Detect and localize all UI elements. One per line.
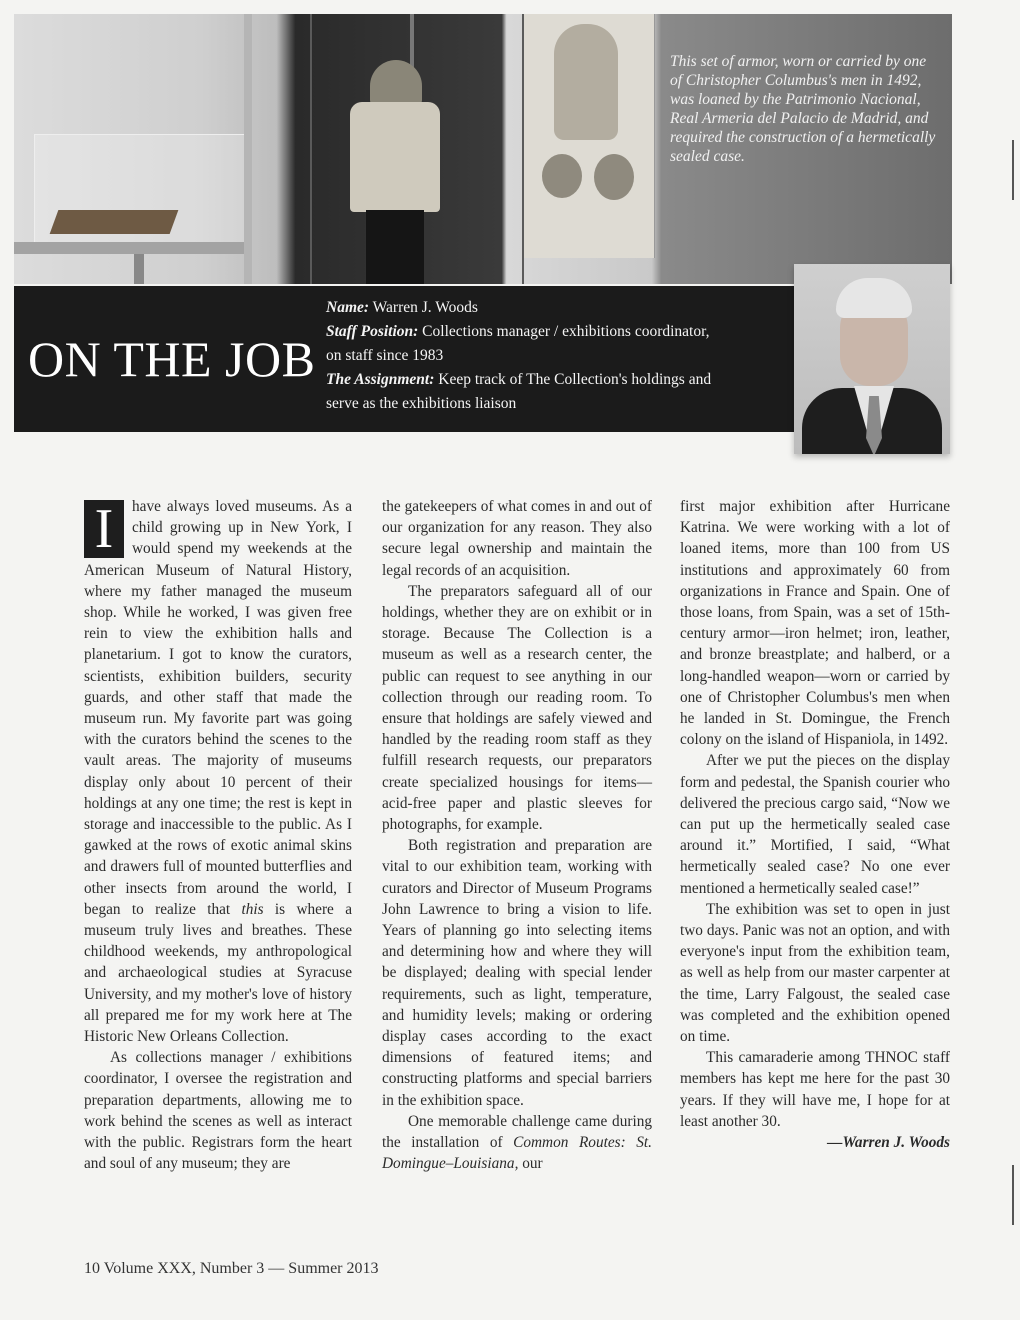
mannequin — [366, 210, 424, 284]
paragraph: One memorable challenge came during the installation of Common Routes: St. Domingue–Louisiana, our — [382, 1112, 652, 1173]
mask-image — [594, 154, 634, 200]
author-signature: —Warren J. Woods — [827, 1134, 950, 1152]
assignment-value: Keep track of The Collection's holdings and — [438, 371, 712, 388]
article-column-1 — [84, 496, 352, 1175]
paragraph: I have always loved museums. As a child growing up in New York, I would spend my weekends at the American Museum of Natural History, where my father managed the museum shop. While he worked, I was given free rein to view the exhibition halls and planetarium. I got to know the curators, scientists, exhibition builders, security guards, and other staff that made the museum run. My favorite part was going with the curators behind the scenes to the vault areas. The majority of museums display only about 10 percent of their holdings at any one time; the rest is kept in storage and inaccessible to the public. As I gawked at the rows of exotic animal skins and drawers full of mounted butterflies and other insects from around the world, I began to realize that this is where a museum truly lives and breathes. These childhood weekends, my anthropological and archaeological studies at Syracuse University, and my mother's love of history all prepared me for my work here at The Historic New Orleans Collection. — [84, 498, 352, 1046]
position-value-2: on staff since 1983 — [326, 347, 444, 364]
name-value: Warren J. Woods — [372, 299, 478, 316]
assignment-label: The Assignment: — [326, 371, 435, 388]
name-label: Name: — [326, 299, 370, 316]
book-artifact — [50, 210, 179, 234]
breastplate — [350, 102, 440, 212]
mask-image — [542, 154, 582, 198]
helmet — [370, 60, 422, 106]
photo-caption: This set of armor, worn or carried by one of Christopher Columbus's men in 1492, was loaned by the Patrimonio Nacional, Real Armeria del Palacio de Madrid, and required the construction of a hermetically sealed case. — [670, 53, 936, 165]
section-title: ON THE JOB — [28, 331, 316, 387]
statue-image — [554, 24, 618, 140]
display-shelf — [14, 242, 244, 254]
position-value: Collections manager / exhibitions coordinator, — [422, 323, 710, 340]
assignment-value-2: serve as the exhibitions liaison — [326, 395, 517, 412]
paragraph: Both registration and preparation are vital to our exhibition team, working with curators and Director of Museum Programs John Lawrence to bring a vision to life. Years of planning go into selecting items and determining how and where they will be displayed; dealing with special lender requirements, such as light, temperature, and humidity levels; making or ordering display cases according to the exact dimensions of featured items; and constructing platforms and special barriers in the exhibition space. — [382, 837, 652, 1109]
portrait-photo — [794, 264, 950, 454]
paragraph: first major exhibition after Hurricane Katrina. We were working with a lot of loaned items, more than 100 from US institutions and approximately 60 from organizations in France and Spain. One of those loans, from Spain, was a set of 15th-century armor—iron helmet; iron, leather, and bronze breastplate; and halberd, or a long-handled weapon—worn or carried by one of Christopher Columbus's men when he landed in St. Domingue, the French colony on the island of Hispaniola, in 1492. — [680, 498, 950, 749]
paragraph: the gatekeepers of what comes in and out of our organization for any reason. They also secure legal ownership and maintain the legal records of an acquisition. — [382, 498, 652, 579]
scan-mark — [1012, 140, 1014, 200]
drop-cap: I — [84, 500, 124, 558]
staff-profile — [326, 296, 786, 416]
article-column-3 — [680, 496, 950, 1153]
article-column-2 — [382, 496, 652, 1175]
exhibit-photo — [14, 14, 952, 284]
paragraph: This camaraderie among THNOC staff members has kept me here for the past 30 years. If they will have me, I hope for at least another 30. — [680, 1049, 950, 1130]
page-footer: 10 Volume XXX, Number 3 — Summer 2013 — [84, 1260, 379, 1277]
scan-mark — [1012, 1165, 1014, 1225]
paragraph: After we put the pieces on the display form and pedestal, the Spanish courier who delivered the precious cargo said, “Now we can put up the hermetically sealed case around it.” Mortified, I said, “What hermetically sealed case? No one ever mentioned a hermetically sealed case!” — [680, 752, 950, 897]
paragraph: The exhibition was set to open in just two days. Panic was not an option, and with everyone's input from the exhibition team, as well as help from our master carpenter at the time, Larry Falgoust, the sealed case was completed and the exhibition opened on time. — [680, 900, 950, 1046]
paragraph: The preparators safeguard all of our holdings, whether they are on exhibit or in storage. Because The Collection is a museum as well as a research center, the public can request to see anything in our collection through our reading room. To ensure that holdings are safely viewed and handled by the reading room staff as they fulfill research requests, our preparators create specialized housings for items—acid-free paper and plastic sleeves for photographs, for example. — [382, 582, 652, 834]
paragraph: As collections manager / exhibitions coordinator, I oversee the registration and preparation departments, allowing me to work behind the scenes as well as interact with the public. Registrars form the heart and soul of any museum; they are — [84, 1049, 352, 1173]
position-label: Staff Position: — [326, 323, 419, 340]
